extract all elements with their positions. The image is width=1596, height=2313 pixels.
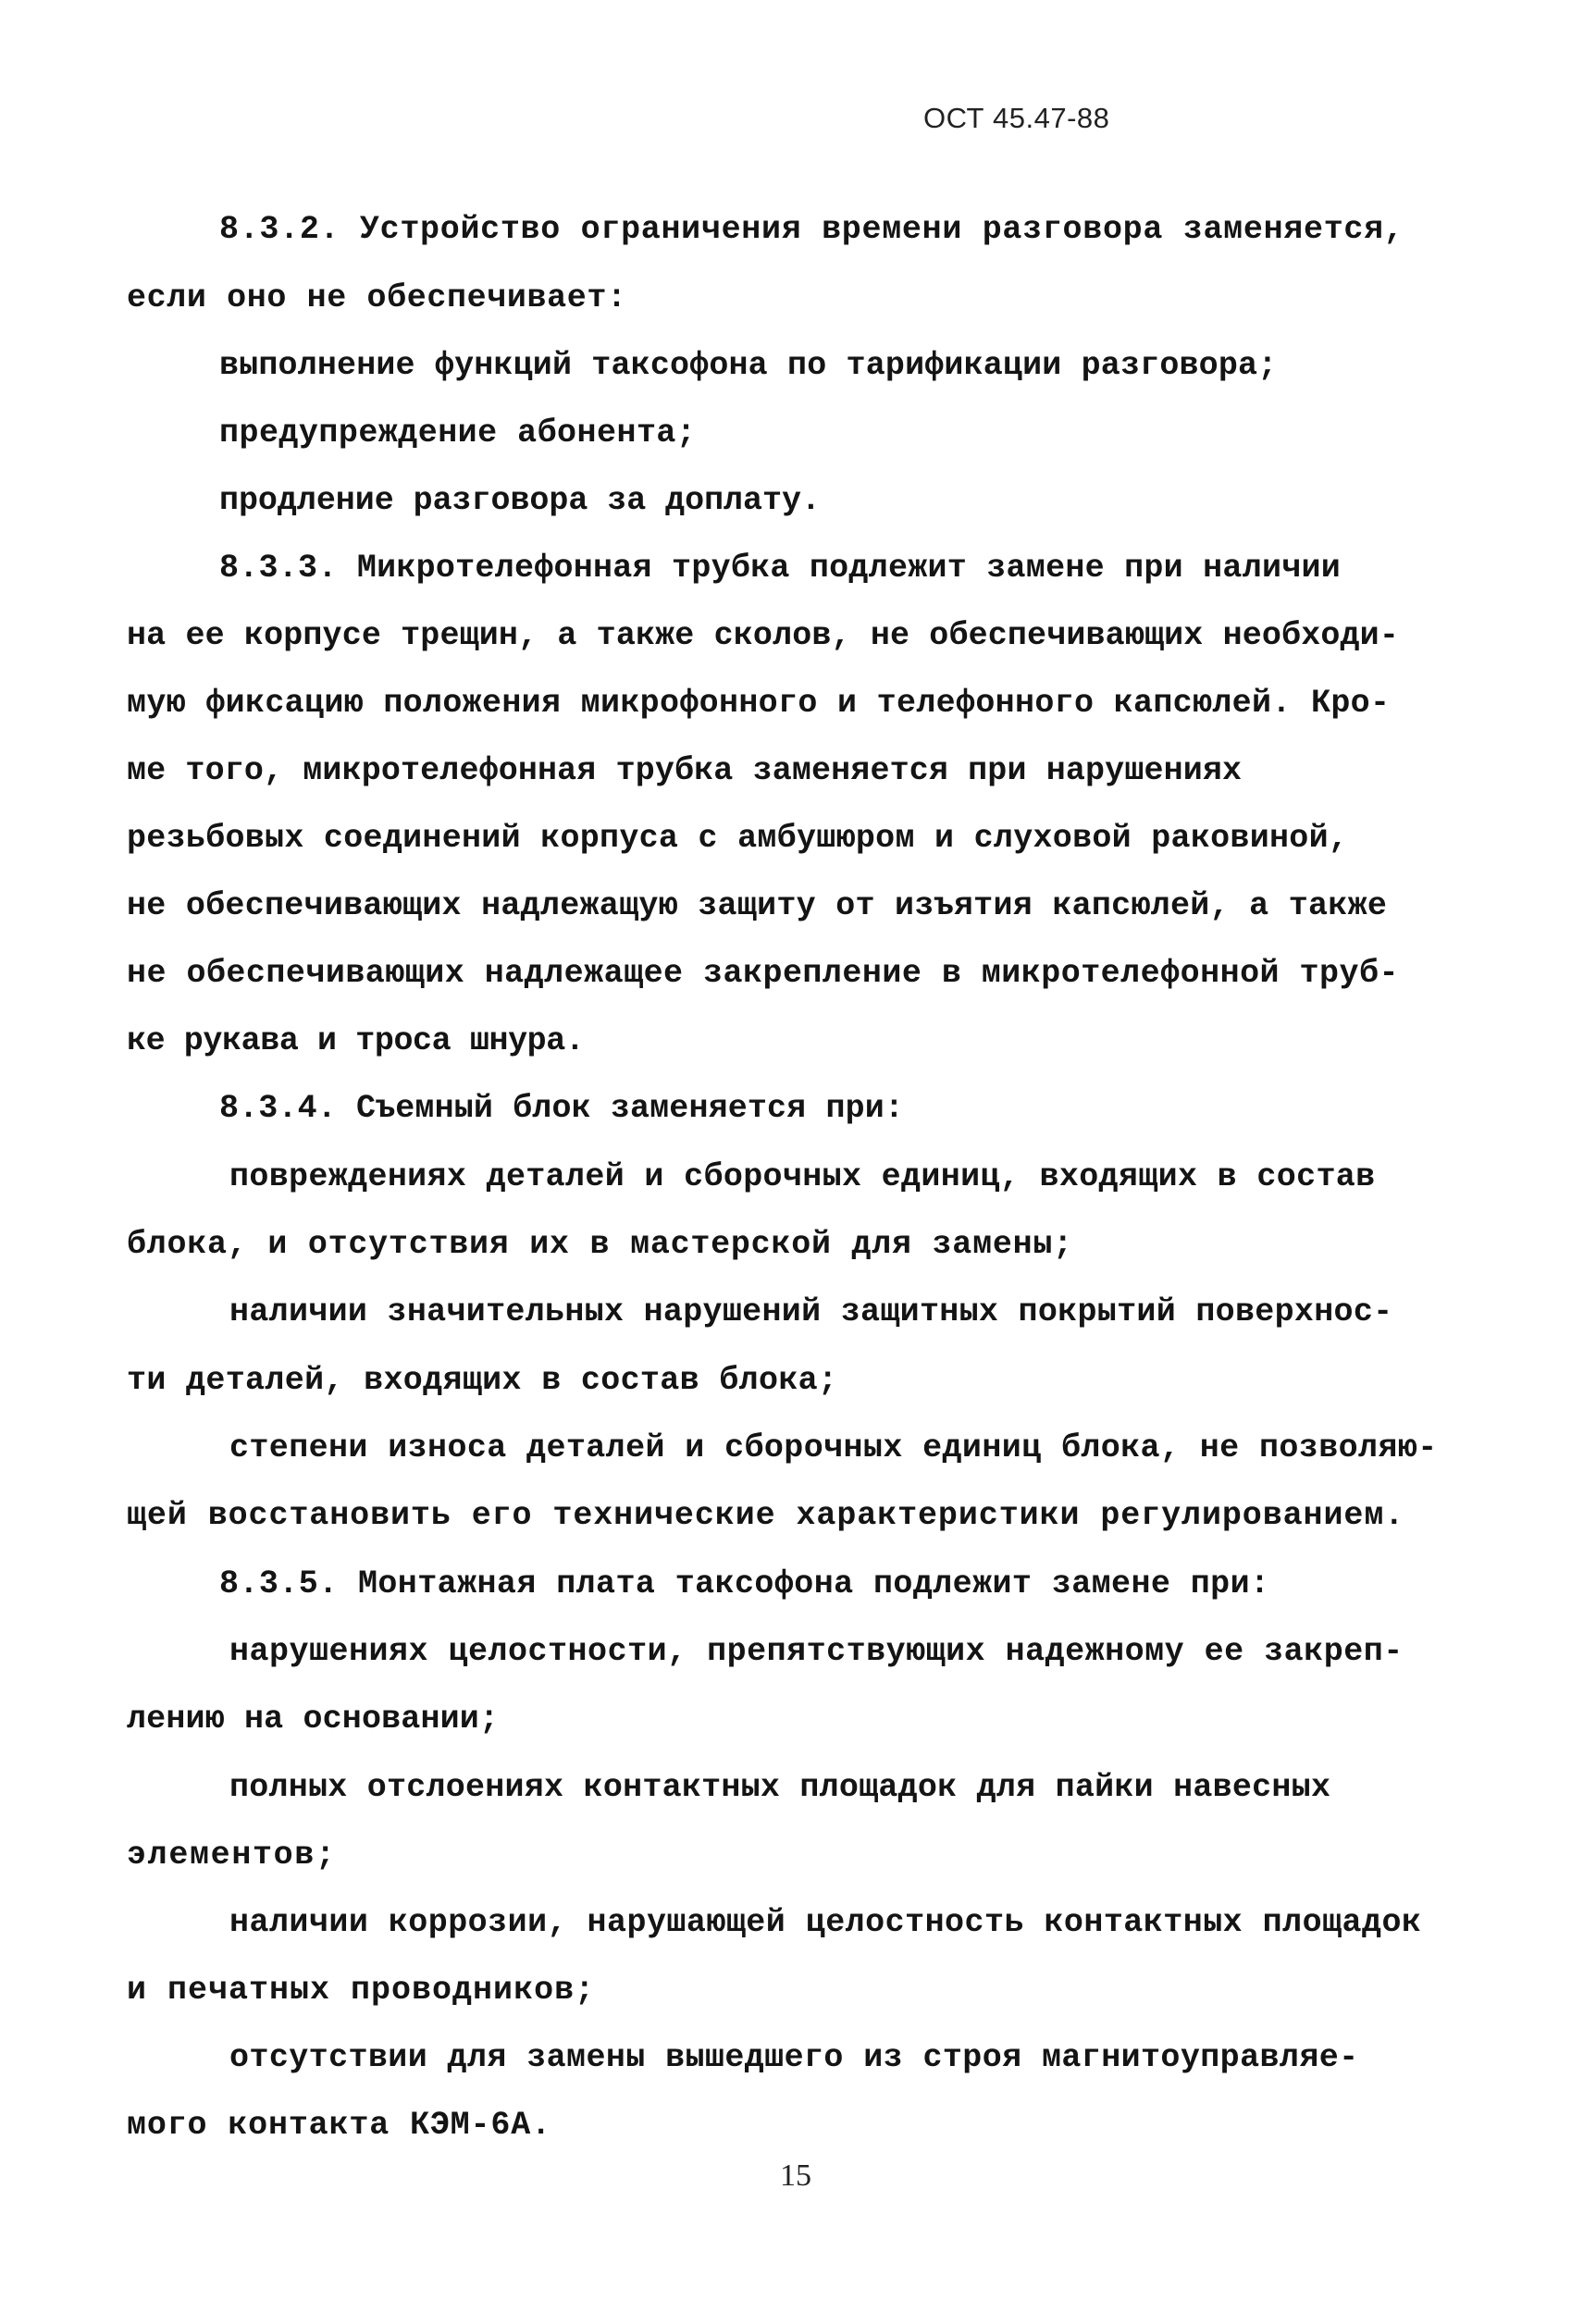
text-line-23: лению на основании; (127, 1701, 500, 1738)
text-line-13: ке рукава и троса шнура. (127, 1022, 585, 1059)
text-line-6: 8.3.3. Микротелефонная трубка подлежит замене при наличии (219, 550, 1342, 587)
text-line-27: и печатных проводников; (127, 1972, 596, 2009)
text-line-2: если оно не обеспечивает: (127, 279, 627, 316)
text-line-25: элементов; (127, 1837, 337, 1874)
page-number: 15 (780, 2158, 811, 2193)
text-line-11: не обеспечивающих надлежащую защиту от изъятия капсюлей, а также (127, 887, 1388, 924)
text-line-4: предупреждение абонента; (219, 414, 697, 451)
text-line-22: нарушениях целостности, препятствующих надежному ее закреп- (229, 1633, 1404, 1670)
text-line-28: отсутствии для замены вышедшего из строя магнитоуправляе- (229, 2039, 1359, 2076)
text-line-19: степени износа деталей и сборочных единиц блока, не позволяю- (229, 1429, 1438, 1466)
text-line-16: блока, и отсутствия их в мастерской для замены; (127, 1226, 1073, 1263)
text-line-17: наличии значительных нарушений защитных покрытий поверхнос- (229, 1293, 1393, 1330)
text-line-1: 8.3.2. Устройство ограничения времени разговора заменяется, (219, 211, 1404, 248)
text-line-12: не обеспечивающих надлежащее закрепление в микротелефонной труб- (127, 955, 1399, 992)
text-line-9: ме того, микротелефонная трубка заменяется при нарушениях (127, 752, 1243, 789)
text-line-21: 8.3.5. Монтажная плата таксофона подлежит замене при: (219, 1565, 1270, 1602)
text-line-8: мую фиксацию положения микрофонного и телефонного капсюлей. Кро- (127, 685, 1391, 722)
text-line-18: ти деталей, входящих в состав блока; (127, 1362, 838, 1399)
text-line-20: щей восстановить его технические характеристики регулированием. (127, 1497, 1405, 1534)
text-line-10: резьбовых соединений корпуса с амбушюром и слуховой раковиной, (127, 820, 1349, 857)
text-line-26: наличии коррозии, нарушающей целостность контактных площадок (229, 1904, 1422, 1941)
text-line-24: полных отслоениях контактных площадок для пайки навесных (229, 1769, 1331, 1806)
text-line-29: мого контакта КЭМ-6А. (127, 2107, 551, 2144)
text-line-7: на ее корпусе трещин, а также сколов, не обеспечивающих необходи- (127, 617, 1399, 654)
text-line-14: 8.3.4. Съемный блок заменяется при: (219, 1090, 905, 1127)
text-line-3: выполнение функций таксофона по тарификации разговора; (219, 347, 1278, 384)
text-line-5: продление разговора за доплату. (219, 482, 821, 519)
document-code-header: ОСТ 45.47-88 (923, 102, 1110, 134)
text-line-15: повреждениях деталей и сборочных единиц, входящих в состав (229, 1158, 1376, 1195)
